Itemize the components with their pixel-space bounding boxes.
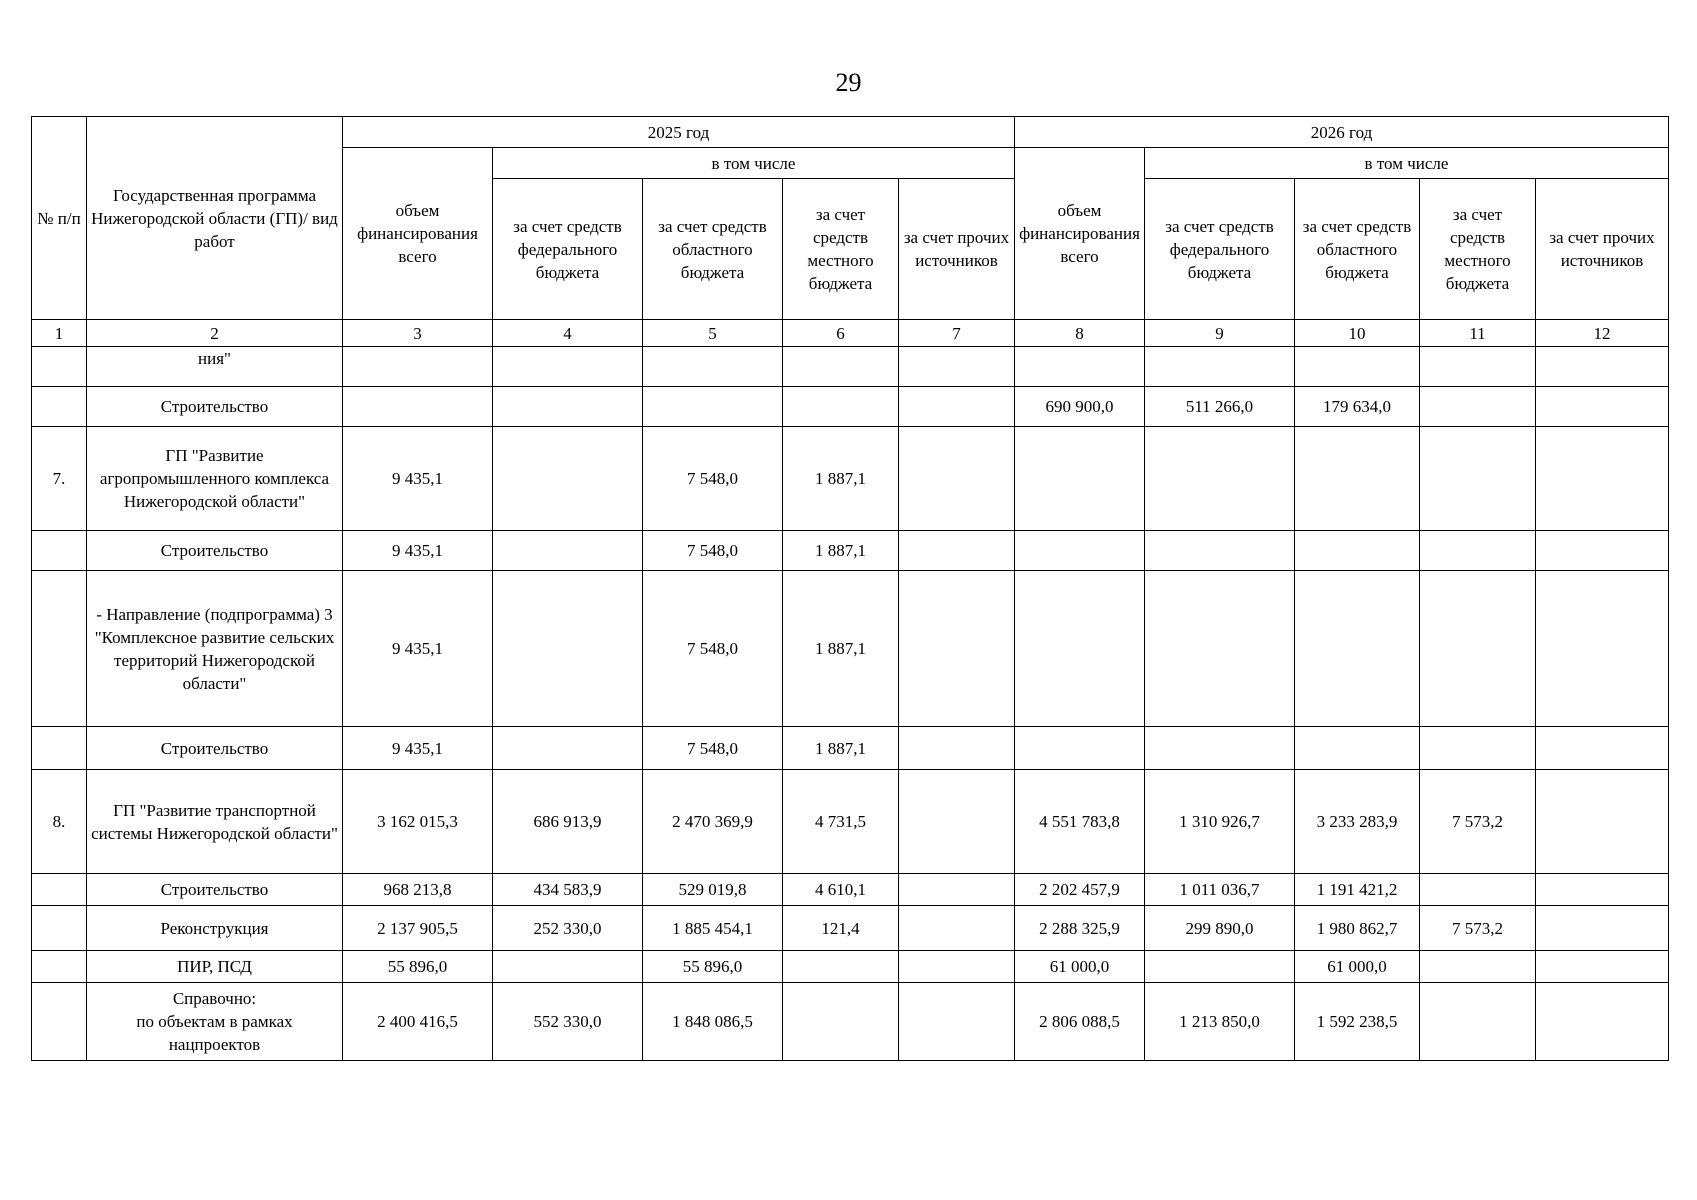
budget-table bbox=[31, 116, 1669, 1061]
value-cell: 61 000,0 bbox=[1295, 951, 1420, 983]
table-row bbox=[32, 387, 1669, 427]
header-2026-regional: за счет средств областного бюджета bbox=[1295, 179, 1420, 320]
value-cell: 7 548,0 bbox=[643, 531, 783, 571]
value-cell: 1 011 036,7 bbox=[1145, 874, 1295, 906]
header-number: № п/п bbox=[32, 117, 87, 320]
value-cell: 2 470 369,9 bbox=[643, 770, 783, 874]
value-cell bbox=[1145, 727, 1295, 770]
row-number bbox=[32, 983, 87, 1061]
value-cell: 9 435,1 bbox=[343, 531, 493, 571]
value-cell: 511 266,0 bbox=[1145, 387, 1295, 427]
value-cell bbox=[493, 727, 643, 770]
value-cell bbox=[1015, 727, 1145, 770]
value-cell bbox=[1420, 874, 1536, 906]
column-number: 12 bbox=[1536, 320, 1669, 347]
value-cell: 1 887,1 bbox=[783, 727, 899, 770]
value-cell: 7 573,2 bbox=[1420, 770, 1536, 874]
value-cell bbox=[1295, 571, 1420, 727]
row-number bbox=[32, 874, 87, 906]
value-cell bbox=[1420, 387, 1536, 427]
value-cell bbox=[899, 951, 1015, 983]
value-cell bbox=[1420, 347, 1536, 387]
value-cell: 4 731,5 bbox=[783, 770, 899, 874]
value-cell: 2 202 457,9 bbox=[1015, 874, 1145, 906]
row-number: 7. bbox=[32, 427, 87, 531]
column-number: 10 bbox=[1295, 320, 1420, 347]
row-name: Справочно: по объектам в рамках нацпроектов bbox=[87, 983, 343, 1061]
value-cell: 434 583,9 bbox=[493, 874, 643, 906]
value-cell bbox=[1536, 906, 1669, 951]
value-cell bbox=[1536, 347, 1669, 387]
value-cell bbox=[1295, 427, 1420, 531]
value-cell bbox=[1536, 531, 1669, 571]
value-cell bbox=[343, 387, 493, 427]
row-name: ГП "Развитие транспортной системы Нижегородской области" bbox=[87, 770, 343, 874]
value-cell: 1 191 421,2 bbox=[1295, 874, 1420, 906]
value-cell bbox=[493, 387, 643, 427]
row-number bbox=[32, 531, 87, 571]
value-cell bbox=[783, 951, 899, 983]
column-number: 5 bbox=[643, 320, 783, 347]
row-name: Строительство bbox=[87, 387, 343, 427]
row-number bbox=[32, 571, 87, 727]
value-cell bbox=[1420, 951, 1536, 983]
value-cell: 2 288 325,9 bbox=[1015, 906, 1145, 951]
value-cell bbox=[783, 347, 899, 387]
value-cell: 61 000,0 bbox=[1015, 951, 1145, 983]
value-cell bbox=[783, 387, 899, 427]
value-cell bbox=[1536, 571, 1669, 727]
value-cell bbox=[899, 387, 1015, 427]
value-cell: 529 019,8 bbox=[643, 874, 783, 906]
row-name: ПИР, ПСД bbox=[87, 951, 343, 983]
value-cell: 968 213,8 bbox=[343, 874, 493, 906]
column-number: 4 bbox=[493, 320, 643, 347]
value-cell bbox=[643, 347, 783, 387]
page-number: 29 bbox=[835, 68, 862, 97]
table-row bbox=[32, 571, 1669, 727]
value-cell bbox=[1420, 727, 1536, 770]
value-cell: 7 548,0 bbox=[643, 427, 783, 531]
value-cell bbox=[899, 983, 1015, 1061]
value-cell: 9 435,1 bbox=[343, 727, 493, 770]
header-year-2026: 2026 год bbox=[1015, 117, 1669, 148]
row-number bbox=[32, 951, 87, 983]
value-cell: 1 310 926,7 bbox=[1145, 770, 1295, 874]
value-cell bbox=[1015, 571, 1145, 727]
value-cell bbox=[493, 347, 643, 387]
row-number bbox=[32, 347, 87, 387]
value-cell: 3 162 015,3 bbox=[343, 770, 493, 874]
value-cell bbox=[1145, 427, 1295, 531]
value-cell bbox=[1420, 571, 1536, 727]
value-cell: 55 896,0 bbox=[643, 951, 783, 983]
value-cell bbox=[1295, 531, 1420, 571]
column-number: 3 bbox=[343, 320, 493, 347]
value-cell bbox=[899, 727, 1015, 770]
header-2025-regional: за счет средств областного бюджета bbox=[643, 179, 783, 320]
value-cell bbox=[493, 531, 643, 571]
column-number-row bbox=[32, 320, 1669, 347]
header-2026-local: за счет средств местного бюджета bbox=[1420, 179, 1536, 320]
table-row bbox=[32, 951, 1669, 983]
value-cell bbox=[899, 571, 1015, 727]
row-name: ния" bbox=[87, 347, 343, 387]
column-number: 7 bbox=[899, 320, 1015, 347]
value-cell bbox=[1145, 347, 1295, 387]
value-cell bbox=[1295, 727, 1420, 770]
column-number: 6 bbox=[783, 320, 899, 347]
row-name: ГП "Развитие агропромышленного комплекса Нижегородской области" bbox=[87, 427, 343, 531]
value-cell: 1 980 862,7 bbox=[1295, 906, 1420, 951]
table-row bbox=[32, 770, 1669, 874]
row-number bbox=[32, 906, 87, 951]
row-number: 8. bbox=[32, 770, 87, 874]
value-cell bbox=[899, 770, 1015, 874]
value-cell bbox=[643, 387, 783, 427]
value-cell: 121,4 bbox=[783, 906, 899, 951]
value-cell bbox=[1420, 983, 1536, 1061]
header-2026-including: в том числе bbox=[1145, 148, 1669, 179]
row-name: - Направление (подпрограмма) 3 "Комплексное развитие сельских территорий Нижегородской области" bbox=[87, 571, 343, 727]
value-cell: 1 887,1 bbox=[783, 571, 899, 727]
value-cell: 2 137 905,5 bbox=[343, 906, 493, 951]
value-cell: 2 400 416,5 bbox=[343, 983, 493, 1061]
value-cell bbox=[1145, 531, 1295, 571]
value-cell bbox=[1015, 427, 1145, 531]
header-program: Государственная программа Нижегородской области (ГП)/ вид работ bbox=[87, 117, 343, 320]
value-cell bbox=[1420, 427, 1536, 531]
value-cell bbox=[899, 874, 1015, 906]
header-2026-federal: за счет средств федерального бюджета bbox=[1145, 179, 1295, 320]
value-cell bbox=[1015, 531, 1145, 571]
value-cell: 7 548,0 bbox=[643, 727, 783, 770]
value-cell bbox=[1536, 770, 1669, 874]
value-cell: 1 887,1 bbox=[783, 427, 899, 531]
value-cell: 252 330,0 bbox=[493, 906, 643, 951]
value-cell: 4 610,1 bbox=[783, 874, 899, 906]
value-cell bbox=[899, 427, 1015, 531]
table-row bbox=[32, 531, 1669, 571]
value-cell: 1 213 850,0 bbox=[1145, 983, 1295, 1061]
value-cell bbox=[1295, 347, 1420, 387]
table-row bbox=[32, 983, 1669, 1061]
header-2025-federal: за счет средств федерального бюджета bbox=[493, 179, 643, 320]
row-name: Строительство bbox=[87, 727, 343, 770]
value-cell: 1 848 086,5 bbox=[643, 983, 783, 1061]
value-cell: 1 885 454,1 bbox=[643, 906, 783, 951]
value-cell bbox=[1536, 951, 1669, 983]
value-cell: 7 548,0 bbox=[643, 571, 783, 727]
value-cell: 9 435,1 bbox=[343, 427, 493, 531]
row-number bbox=[32, 727, 87, 770]
header-2025-other: за счет прочих источников bbox=[899, 179, 1015, 320]
column-number: 9 bbox=[1145, 320, 1295, 347]
value-cell bbox=[343, 347, 493, 387]
value-cell: 686 913,9 bbox=[493, 770, 643, 874]
header-2026-total: объем финансирования всего bbox=[1015, 148, 1145, 320]
header-2025-local: за счет средств местного бюджета bbox=[783, 179, 899, 320]
table-row bbox=[32, 427, 1669, 531]
row-number bbox=[32, 387, 87, 427]
column-number: 2 bbox=[87, 320, 343, 347]
row-name: Строительство bbox=[87, 531, 343, 571]
value-cell bbox=[899, 906, 1015, 951]
value-cell bbox=[1536, 387, 1669, 427]
value-cell bbox=[1145, 571, 1295, 727]
value-cell bbox=[783, 983, 899, 1061]
table-row bbox=[32, 906, 1669, 951]
header-year-2025: 2025 год bbox=[343, 117, 1015, 148]
table-row bbox=[32, 727, 1669, 770]
value-cell bbox=[1145, 951, 1295, 983]
value-cell: 9 435,1 bbox=[343, 571, 493, 727]
value-cell bbox=[1536, 874, 1669, 906]
value-cell: 7 573,2 bbox=[1420, 906, 1536, 951]
value-cell bbox=[493, 951, 643, 983]
table-row bbox=[32, 874, 1669, 906]
value-cell bbox=[493, 427, 643, 531]
column-number: 1 bbox=[32, 320, 87, 347]
value-cell: 179 634,0 bbox=[1295, 387, 1420, 427]
header-2026-other: за счет прочих источников bbox=[1536, 179, 1669, 320]
column-number: 8 bbox=[1015, 320, 1145, 347]
value-cell: 4 551 783,8 bbox=[1015, 770, 1145, 874]
value-cell: 299 890,0 bbox=[1145, 906, 1295, 951]
value-cell bbox=[899, 531, 1015, 571]
table-row bbox=[32, 347, 1669, 387]
value-cell bbox=[1536, 983, 1669, 1061]
value-cell bbox=[1420, 531, 1536, 571]
value-cell bbox=[493, 571, 643, 727]
value-cell bbox=[1015, 347, 1145, 387]
value-cell: 55 896,0 bbox=[343, 951, 493, 983]
row-name: Строительство bbox=[87, 874, 343, 906]
value-cell: 1 887,1 bbox=[783, 531, 899, 571]
value-cell: 552 330,0 bbox=[493, 983, 643, 1061]
header-2025-including: в том числе bbox=[493, 148, 1015, 179]
value-cell bbox=[1536, 427, 1669, 531]
value-cell bbox=[899, 347, 1015, 387]
value-cell: 3 233 283,9 bbox=[1295, 770, 1420, 874]
row-name: Реконструкция bbox=[87, 906, 343, 951]
value-cell bbox=[1536, 727, 1669, 770]
header-2025-total: объем финансирования всего bbox=[343, 148, 493, 320]
value-cell: 690 900,0 bbox=[1015, 387, 1145, 427]
value-cell: 1 592 238,5 bbox=[1295, 983, 1420, 1061]
value-cell: 2 806 088,5 bbox=[1015, 983, 1145, 1061]
column-number: 11 bbox=[1420, 320, 1536, 347]
